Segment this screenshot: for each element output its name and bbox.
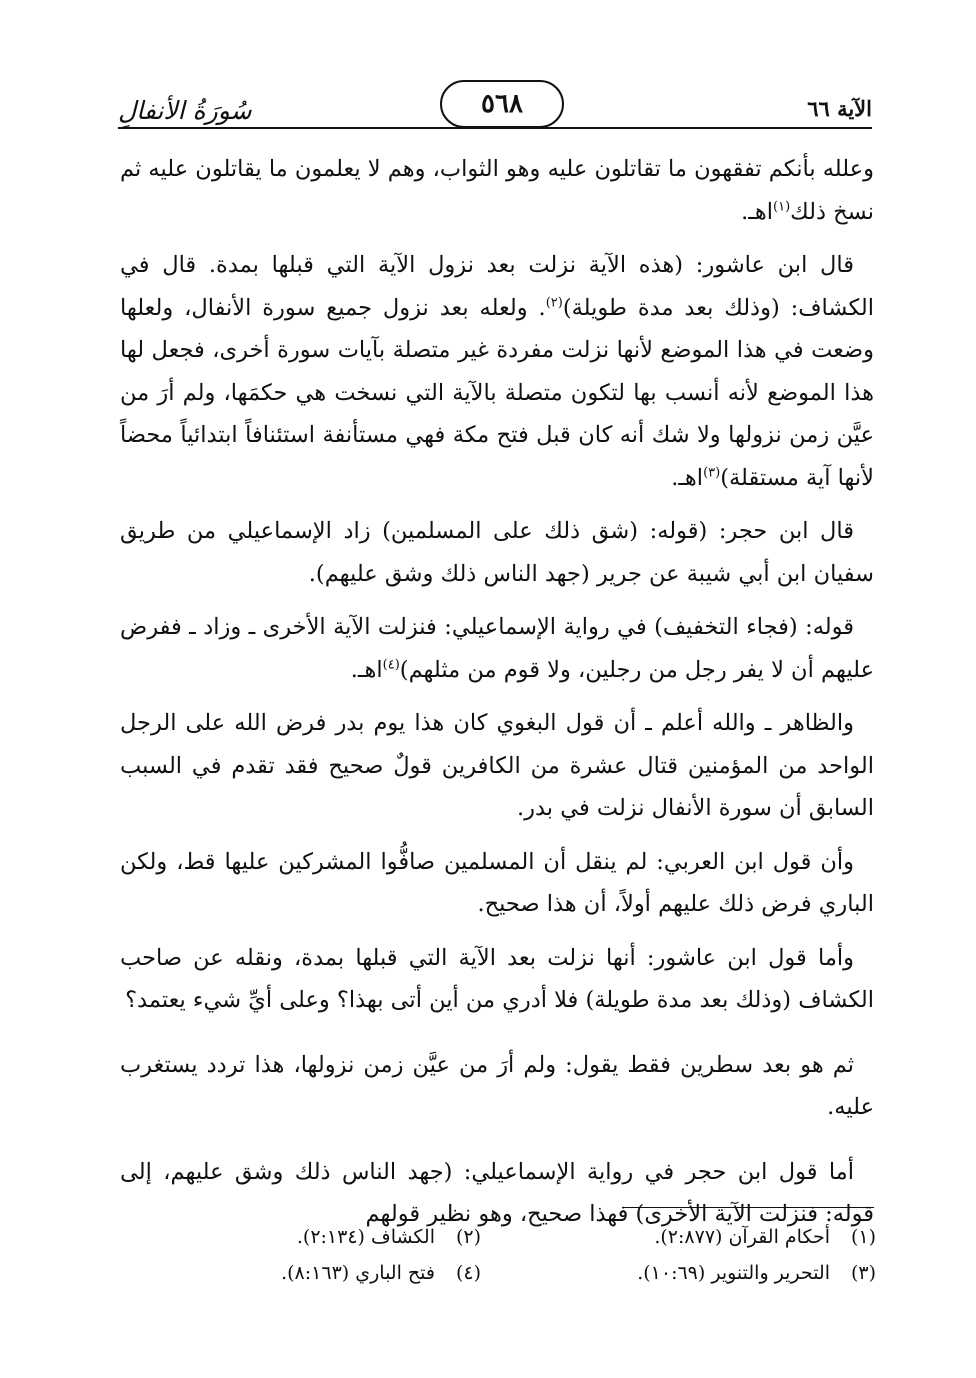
footnote-number: (٤) <box>455 1262 481 1284</box>
footnote-text: فتح الباري (٨:١٦٣). <box>281 1262 435 1284</box>
footnote-ref: (٣) <box>703 465 721 480</box>
footnote-ref: (٢) <box>545 295 563 310</box>
footnote-number: (٣) <box>850 1262 876 1284</box>
paragraph <box>120 510 874 595</box>
header-divider <box>118 127 872 129</box>
footnote-divider <box>622 1207 874 1208</box>
page-number-badge: ٥٦٨ <box>440 80 564 128</box>
footnote-number: (٢) <box>455 1226 481 1248</box>
surah-title: سُورَةُ الأنفالِ <box>118 96 252 125</box>
paragraph-text: ثم هو بعد سطرين فقط يقول: ولم أرَ من عيَّن زمن نزولها، هذا تردد يستغرب عليه. <box>120 1051 874 1120</box>
footnote-ref: (٤) <box>382 657 400 672</box>
main-text <box>120 148 874 1247</box>
paragraph-text: اهـ. <box>671 464 704 491</box>
footnote-4 <box>281 1262 481 1284</box>
footnote-number: (١) <box>850 1226 876 1248</box>
footnote-1 <box>654 1226 876 1248</box>
paragraph-text: قوله: (فجاء التخفيف) في رواية الإسماعيلي: فنزلت الآية الأخرى ـ وزاد ـ ففرض عليهم أن لا يفر رجل من رجلين، ولا قوم من مثلهم) <box>120 614 874 683</box>
paragraph <box>120 702 874 830</box>
footnote-ref: (١) <box>773 199 791 214</box>
paragraph-text: وأن قول ابن العربي: لم ينقل أن المسلمين صافُّوا المشركين عليها قط، ولكن الباري فرض ذلك عليهم أولاً، أن هذا صحيح. <box>120 848 874 917</box>
footnote-2 <box>297 1226 481 1248</box>
footnote-text: الكشاف (٢:١٣٤). <box>296 1226 435 1248</box>
running-header <box>118 78 872 138</box>
footnote-text: أحكام القرآن (٢:٨٧٧). <box>654 1226 830 1248</box>
paragraph <box>120 148 874 233</box>
paragraph <box>120 841 874 926</box>
paragraph-text: وعلله بأنكم تفقهون ما تقاتلون عليه وهو الثواب، وهم لا يعلمون ما يقاتلون عليه ثم نسخ ذلك <box>120 156 874 225</box>
paragraph-text: . ولعله بعد نزول جميع سورة الأنفال، ولعلها وضعت في هذا الموضع لأنها نزلت مفردة غير متصلة بآيات سورة أخرى، فجعل لها هذا الموضع لأنه أنسب بها لتكون متصلة بالآية التي نسخت هي حكمَها، ولم أرَ من عيَّن زمن نزولها ولا شك أنه كان قبل فتح مكة فهي مستأنفة استئنافاً ابتدائياً محضاً لأنها آية مستقلة) <box>120 294 874 491</box>
paragraph <box>120 244 874 499</box>
paragraph-text: والظاهر ـ والله أعلم ـ أن قول البغوي كان هذا يوم بدر فرض الله على الرجل الواحد من المؤمنين قتال عشرة من الكافرين قولٌ صحيح فقد تقدم في السبب السابق أن سورة الأنفال نزلت في بدر. <box>120 710 874 821</box>
paragraph-text: قال ابن حجر: (قوله: (شق ذلك على المسلمين) زاد الإسماعيلي من طريق سفيان ابن أبي شيبة عن جرير (جهد الناس ذلك وشق عليهم). <box>120 518 874 587</box>
verse-label: الآية ٦٦ <box>807 96 872 121</box>
paragraph-text: اهـ. <box>350 656 383 683</box>
paragraph-text: أما قول ابن حجر في رواية الإسماعيلي: (جهد الناس ذلك وشق عليهم، إلى قوله: فنزلت الآية الأخرى) فهذا صحيح، وهو نظير قولهم <box>120 1158 874 1227</box>
footnote-3 <box>637 1262 876 1284</box>
paragraph <box>120 1044 874 1129</box>
paragraph <box>120 1151 874 1236</box>
paragraph-text: وأما قول ابن عاشور: أنها نزلت بعد الآية التي قبلها بمدة، ونقله عن صاحب الكشاف (وذلك بعد مدة طويلة) فلا أدري من أين أتى بهذا؟ وعلى أيِّ شيء يعتمد؟ <box>120 944 874 1013</box>
paragraph <box>120 606 874 691</box>
paragraph <box>120 937 874 1022</box>
paragraph-text: اهـ. <box>741 198 773 225</box>
footnote-text: التحرير والتنوير (١٠:٦٩). <box>637 1262 830 1284</box>
paragraph-text: قال ابن عاشور: (هذه الآية نزلت بعد نزول الآية التي قبلها بمدة. قال في الكشاف: (وذلك بعد مدة طويلة) <box>120 252 874 321</box>
